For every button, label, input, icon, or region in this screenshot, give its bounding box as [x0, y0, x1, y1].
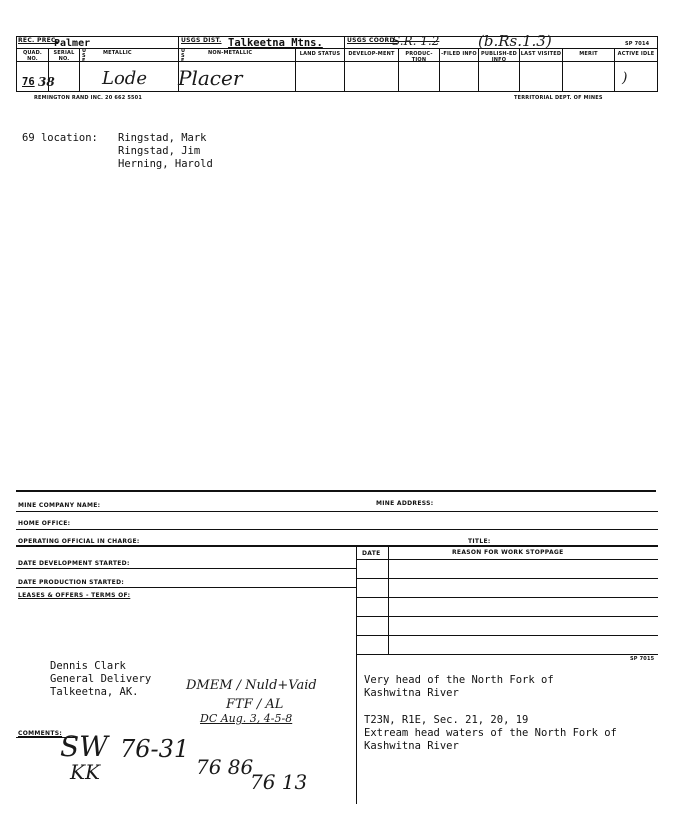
nonmetallic-value: Placer	[178, 66, 243, 90]
usgs-dist-value: Talkeetna Mtns.	[228, 37, 323, 49]
development-label: DEVELOP-MENT	[348, 51, 395, 57]
printer-line: REMINGTON RAND INC. 20 662 5501	[34, 95, 143, 101]
title-label: TITLE:	[468, 538, 491, 545]
rec-prec-value: Palmer	[54, 38, 91, 49]
grid-ref: 76 13	[250, 770, 308, 794]
serial-no-label: SERIAL NO.	[53, 50, 75, 62]
non-metallic-label: NON-METALLIC	[208, 50, 253, 56]
usgs-coord-label: USGS COORD.	[347, 37, 398, 44]
location-label: 69 location:	[22, 132, 98, 144]
metallic-label: METALLIC	[103, 50, 132, 56]
leases-label: LEASES & OFFERS - TERMS OF:	[18, 592, 131, 599]
metallic-value: Lode	[102, 68, 147, 89]
date-development-label: DATE DEVELOPMENT STARTED:	[18, 560, 130, 567]
comments-label: COMMENTS:	[18, 730, 63, 737]
active-idle-label: ACTIVE IDLE	[617, 51, 655, 57]
land-status-label: LAND STATUS	[299, 51, 341, 57]
quad-no-label: QUAD. NO.	[22, 50, 43, 62]
comment-kk: KK	[70, 760, 100, 784]
mine-address-label: MINE ADDRESS:	[376, 500, 434, 507]
reason-label: REASON FOR WORK STOPPAGE	[452, 549, 564, 556]
production-label: PRODUC-TION	[405, 51, 433, 63]
last-visited-label: LAST VISITED	[520, 51, 562, 57]
grid-ref: 76 86	[196, 755, 254, 779]
contact-line: Dennis Clark	[50, 660, 126, 672]
home-office-label: HOME OFFICE:	[18, 520, 71, 527]
grid-ref: 76-31	[120, 735, 190, 763]
rec-prec-label: REC. PREC.	[18, 37, 59, 44]
contact-line: Talkeetna, AK.	[50, 686, 139, 698]
filed-info-label: -FILED INFO	[441, 51, 477, 57]
legal-line: Kashwitna River	[364, 740, 459, 752]
use-codes-metallic: U S E	[82, 48, 87, 64]
contact-line: General Delivery	[50, 673, 152, 685]
use-codes-nonmetallic: U S E	[181, 48, 186, 64]
merit-label: MERIT	[579, 51, 598, 57]
legal-line: T23N, R1E, Sec. 21, 20, 19	[364, 714, 529, 726]
form-code-bottom: SP 7015	[630, 656, 655, 662]
notes-line: Very head of the North Fork of	[364, 674, 554, 686]
date-label: DATE	[362, 550, 381, 557]
usgs-coord-struck: S.R. 1.2	[392, 34, 440, 48]
initials-line: DC Aug. 3, 4-5-8	[200, 712, 293, 725]
location-name: Ringstad, Jim	[118, 145, 201, 157]
legal-line: Extream head waters of the North Fork of	[364, 727, 617, 739]
published-info-label: PUBLISH-ED INFO	[480, 51, 517, 63]
operating-official-label: OPERATING OFFICIAL IN CHARGE:	[18, 538, 140, 545]
mine-company-name-label: MINE COMPANY NAME:	[18, 502, 101, 509]
comment-sw: SW	[60, 730, 108, 763]
initials-line: DMEM / Nuld+Vaid	[186, 678, 317, 693]
quad-no-value: 76	[22, 76, 35, 88]
date-production-label: DATE PRODUCTION STARTED:	[18, 579, 125, 586]
serial-no-value: 38	[38, 75, 55, 89]
usgs-coord-value: (b.Rs.1.3)	[478, 32, 552, 50]
form-code-top: SP 7014	[625, 41, 650, 47]
notes-line: Kashwitna River	[364, 687, 459, 699]
location-name: Ringstad, Mark	[118, 132, 207, 144]
dept-line: TERRITORIAL DEPT. OF MINES	[514, 95, 603, 101]
usgs-dist-label: USGS DIST.	[181, 37, 222, 44]
location-name: Herning, Harold	[118, 158, 213, 170]
active-idle-mark: )	[622, 70, 628, 86]
initials-line: FTF / AL	[226, 697, 284, 712]
